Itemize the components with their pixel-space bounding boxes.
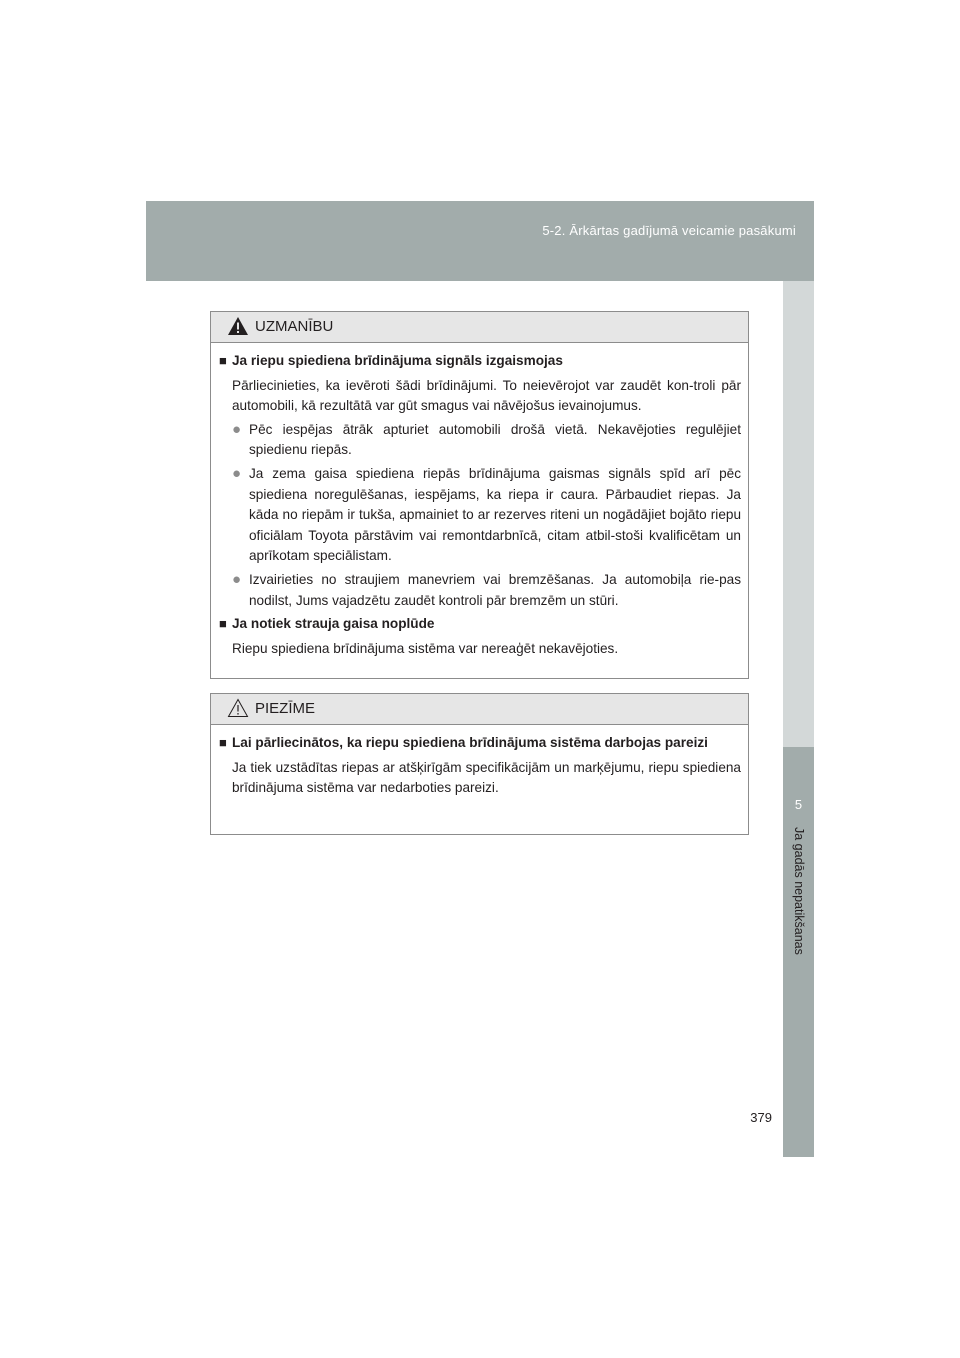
caution-box [210, 311, 749, 679]
side-tab-strip [783, 281, 814, 747]
note-text: Ja tiek uzstādītas riepas ar atšķirīgām specifikācijām un marķējumu, riepu spiediena brīdinājuma sistēma var nedarboties pareizi. [232, 759, 741, 796]
chapter-title: Ja gadās nepatikšanas [792, 827, 806, 955]
circle-bullet-icon: ● [232, 420, 242, 438]
caution-heading-1: ■ Ja riepu spiediena brīdinājuma signāls izgaismojas [219, 351, 741, 372]
list-item: ● Pēc iespējas ātrāk apturiet automobili drošā vietā. Nekavējoties regulējiet spiedienu riepās. [219, 420, 741, 461]
page-number: 379 [750, 1110, 772, 1125]
chapter-number: 5 [794, 797, 803, 812]
warning-triangle-outline-icon [227, 698, 249, 718]
square-bullet-icon: ■ [219, 353, 227, 368]
list-item: ● Ja zema gaisa spiediena riepās brīdinājuma gaismas signāls spīd arī pēc spiediena noregulēšanas, iespējams, ka riepa ir caura. Pārbaudiet riepas. Ja kāda no riepām ir tukša, apmainiet to ar rezerves riteni un nogādājiet bojāto riepu oficiālam Toyota pārstāvim vai remontdarbnīcā, citam atbil-stoši kvalificētam un aprīkotam speciālistam. [219, 464, 741, 567]
list-item: ● Izvairieties no straujiem manevriem vai bremzēšanas. Ja automobiļa rie-pas nodilst, Jums vajadzētu zaudēt kontroli pār bremzēm un stūri. [219, 570, 741, 611]
square-bullet-icon: ■ [219, 616, 227, 632]
caution-intro: Pārliecinieties, ka ievēroti šādi brīdinājumi. To neievērojot var zaudēt kon-troli pār automobili, kā rezultātā var gūt smagus vai nāvējošus ievainojumus. [232, 377, 741, 414]
note-box [210, 693, 749, 835]
note-header [211, 694, 748, 725]
warning-triangle-filled-icon [227, 316, 249, 336]
section-title: 5-2. Ārkārtas gadījumā veicamie pasākumi [542, 223, 796, 238]
circle-bullet-icon: ● [232, 464, 242, 482]
caution-header [211, 312, 748, 343]
caution-title: UZMANĪBU [255, 318, 334, 335]
circle-bullet-icon: ● [232, 570, 242, 588]
caution-heading-2: ■ Ja notiek strauja gaisa noplūde [219, 614, 741, 635]
caution-text-2: Riepu spiediena brīdinājuma sistēma var nereaģēt nekavējoties. [232, 640, 619, 656]
square-bullet-icon: ■ [219, 735, 227, 750]
note-heading: ■ Lai pārliecinātos, ka riepu spiediena brīdinājuma sistēma darbojas pareizi [219, 733, 741, 754]
chapter-tab [783, 747, 814, 1157]
note-title: PIEZĪME [255, 700, 316, 717]
section-header [146, 201, 814, 281]
